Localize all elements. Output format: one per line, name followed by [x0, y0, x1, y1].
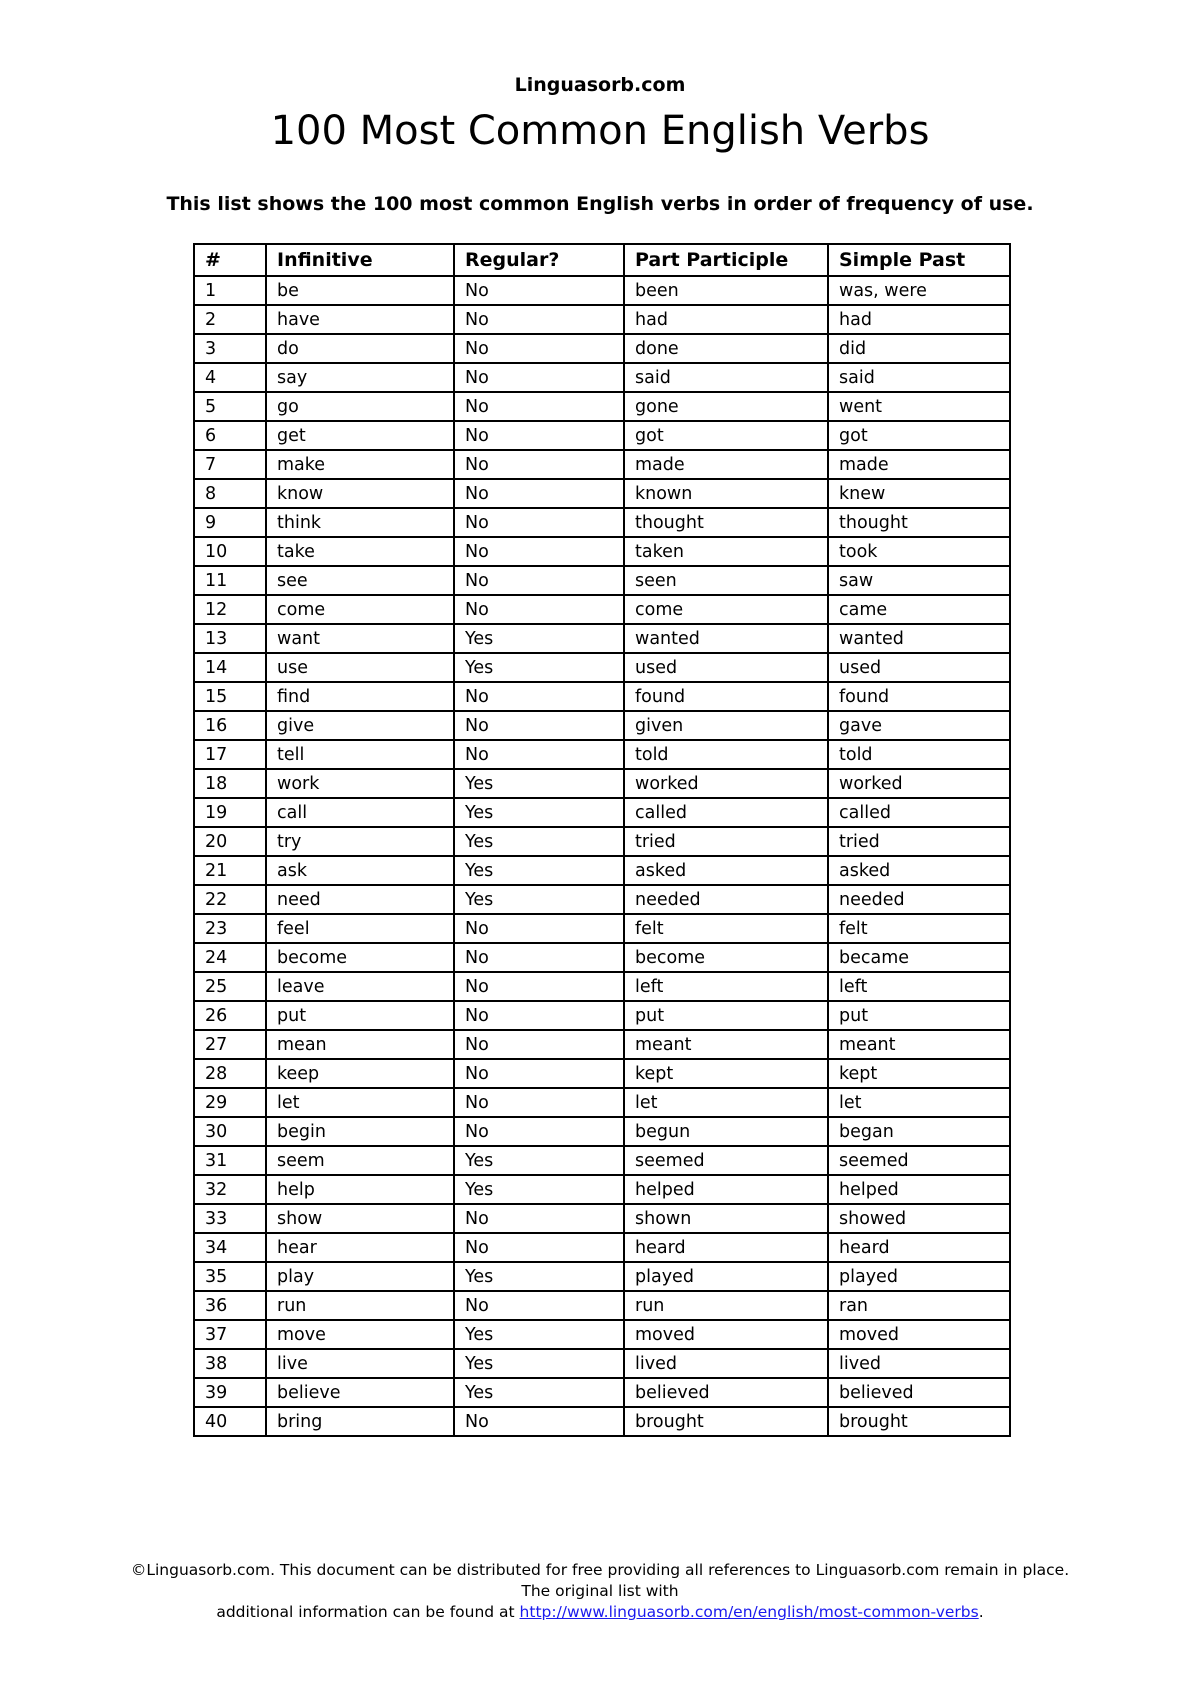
cell-infinitive: run	[266, 1291, 454, 1320]
cell-part-participle: run	[624, 1291, 828, 1320]
cell-regular: Yes	[454, 769, 624, 798]
cell-infinitive: use	[266, 653, 454, 682]
column-header-part-participle: Part Participle	[624, 244, 828, 276]
cell-regular: No	[454, 943, 624, 972]
footer-text-line1: ©Linguasorb.com. This document can be distributed for free providing all references to Linguasorb.com remain in place. The original list with	[130, 1561, 1070, 1600]
table-body	[194, 276, 1010, 1436]
cell-regular: Yes	[454, 798, 624, 827]
cell-infinitive: be	[266, 276, 454, 305]
cell-number: 11	[194, 566, 266, 595]
cell-infinitive: try	[266, 827, 454, 856]
cell-infinitive: mean	[266, 1030, 454, 1059]
cell-simple-past: called	[828, 798, 1010, 827]
cell-regular: No	[454, 392, 624, 421]
page-title: 100 Most Common English Verbs	[270, 108, 930, 154]
cell-simple-past: became	[828, 943, 1010, 972]
cell-part-participle: left	[624, 972, 828, 1001]
cell-number: 15	[194, 682, 266, 711]
cell-simple-past: thought	[828, 508, 1010, 537]
cell-number: 33	[194, 1204, 266, 1233]
cell-number: 24	[194, 943, 266, 972]
cell-regular: Yes	[454, 1349, 624, 1378]
cell-number: 5	[194, 392, 266, 421]
cell-infinitive: help	[266, 1175, 454, 1204]
cell-part-participle: come	[624, 595, 828, 624]
cell-number: 30	[194, 1117, 266, 1146]
table-row	[194, 1204, 1010, 1233]
table-row	[194, 1117, 1010, 1146]
column-header-infinitive: Infinitive	[266, 244, 454, 276]
cell-number: 13	[194, 624, 266, 653]
cell-infinitive: hear	[266, 1233, 454, 1262]
cell-regular: No	[454, 1233, 624, 1262]
cell-regular: No	[454, 566, 624, 595]
cell-infinitive: make	[266, 450, 454, 479]
cell-number: 6	[194, 421, 266, 450]
cell-regular: No	[454, 508, 624, 537]
cell-part-participle: seemed	[624, 1146, 828, 1175]
cell-part-participle: moved	[624, 1320, 828, 1349]
cell-regular: No	[454, 537, 624, 566]
table-row	[194, 1291, 1010, 1320]
cell-simple-past: worked	[828, 769, 1010, 798]
cell-simple-past: lived	[828, 1349, 1010, 1378]
table-row	[194, 1146, 1010, 1175]
cell-regular: No	[454, 334, 624, 363]
cell-part-participle: worked	[624, 769, 828, 798]
cell-infinitive: begin	[266, 1117, 454, 1146]
column-header-regular: Regular?	[454, 244, 624, 276]
table-row	[194, 1407, 1010, 1436]
cell-regular: No	[454, 450, 624, 479]
table-row	[194, 798, 1010, 827]
cell-number: 38	[194, 1349, 266, 1378]
table-row	[194, 885, 1010, 914]
cell-number: 18	[194, 769, 266, 798]
cell-simple-past: told	[828, 740, 1010, 769]
cell-regular: Yes	[454, 1175, 624, 1204]
cell-regular: No	[454, 972, 624, 1001]
cell-regular: No	[454, 363, 624, 392]
cell-simple-past: played	[828, 1262, 1010, 1291]
table-row	[194, 479, 1010, 508]
cell-simple-past: helped	[828, 1175, 1010, 1204]
cell-number: 2	[194, 305, 266, 334]
cell-regular: Yes	[454, 1320, 624, 1349]
cell-part-participle: believed	[624, 1378, 828, 1407]
table-row	[194, 392, 1010, 421]
cell-infinitive: live	[266, 1349, 454, 1378]
cell-simple-past: put	[828, 1001, 1010, 1030]
cell-regular: No	[454, 1117, 624, 1146]
cell-infinitive: tell	[266, 740, 454, 769]
cell-number: 20	[194, 827, 266, 856]
cell-number: 40	[194, 1407, 266, 1436]
cell-simple-past: said	[828, 363, 1010, 392]
cell-simple-past: wanted	[828, 624, 1010, 653]
cell-simple-past: saw	[828, 566, 1010, 595]
table-row	[194, 653, 1010, 682]
cell-infinitive: get	[266, 421, 454, 450]
cell-infinitive: call	[266, 798, 454, 827]
table-row	[194, 450, 1010, 479]
cell-simple-past: had	[828, 305, 1010, 334]
cell-simple-past: did	[828, 334, 1010, 363]
cell-simple-past: used	[828, 653, 1010, 682]
cell-simple-past: came	[828, 595, 1010, 624]
cell-infinitive: bring	[266, 1407, 454, 1436]
table-row	[194, 421, 1010, 450]
cell-simple-past: began	[828, 1117, 1010, 1146]
cell-part-participle: felt	[624, 914, 828, 943]
cell-part-participle: had	[624, 305, 828, 334]
cell-infinitive: believe	[266, 1378, 454, 1407]
cell-regular: No	[454, 1204, 624, 1233]
cell-part-participle: brought	[624, 1407, 828, 1436]
table-row	[194, 595, 1010, 624]
cell-infinitive: feel	[266, 914, 454, 943]
cell-number: 19	[194, 798, 266, 827]
cell-regular: No	[454, 479, 624, 508]
cell-infinitive: go	[266, 392, 454, 421]
site-name: Linguasorb.com	[514, 74, 686, 96]
cell-part-participle: asked	[624, 856, 828, 885]
cell-infinitive: find	[266, 682, 454, 711]
cell-part-participle: needed	[624, 885, 828, 914]
cell-simple-past: was, were	[828, 276, 1010, 305]
cell-regular: Yes	[454, 885, 624, 914]
cell-simple-past: needed	[828, 885, 1010, 914]
cell-infinitive: know	[266, 479, 454, 508]
footer-link-suffix: .	[978, 1603, 984, 1621]
table-row	[194, 914, 1010, 943]
cell-part-participle: played	[624, 1262, 828, 1291]
cell-part-participle: put	[624, 1001, 828, 1030]
cell-part-participle: known	[624, 479, 828, 508]
cell-regular: No	[454, 1291, 624, 1320]
cell-infinitive: keep	[266, 1059, 454, 1088]
cell-infinitive: work	[266, 769, 454, 798]
cell-regular: Yes	[454, 624, 624, 653]
cell-infinitive: do	[266, 334, 454, 363]
table-row	[194, 856, 1010, 885]
cell-regular: No	[454, 1088, 624, 1117]
table-row	[194, 972, 1010, 1001]
cell-regular: No	[454, 682, 624, 711]
cell-part-participle: found	[624, 682, 828, 711]
cell-part-participle: done	[624, 334, 828, 363]
cell-regular: No	[454, 1030, 624, 1059]
table-row	[194, 1320, 1010, 1349]
cell-infinitive: give	[266, 711, 454, 740]
cell-number: 32	[194, 1175, 266, 1204]
cell-part-participle: got	[624, 421, 828, 450]
cell-regular: No	[454, 421, 624, 450]
cell-regular: No	[454, 740, 624, 769]
cell-number: 34	[194, 1233, 266, 1262]
table-row	[194, 305, 1010, 334]
cell-simple-past: tried	[828, 827, 1010, 856]
table-row	[194, 682, 1010, 711]
cell-regular: Yes	[454, 827, 624, 856]
cell-part-participle: been	[624, 276, 828, 305]
verbs-table	[193, 243, 1011, 1437]
cell-infinitive: leave	[266, 972, 454, 1001]
cell-simple-past: knew	[828, 479, 1010, 508]
cell-part-participle: said	[624, 363, 828, 392]
cell-infinitive: think	[266, 508, 454, 537]
table-row	[194, 334, 1010, 363]
cell-number: 7	[194, 450, 266, 479]
cell-part-participle: become	[624, 943, 828, 972]
cell-infinitive: put	[266, 1001, 454, 1030]
cell-simple-past: got	[828, 421, 1010, 450]
cell-infinitive: take	[266, 537, 454, 566]
cell-infinitive: ask	[266, 856, 454, 885]
cell-simple-past: found	[828, 682, 1010, 711]
table-row	[194, 566, 1010, 595]
cell-infinitive: say	[266, 363, 454, 392]
cell-part-participle: lived	[624, 1349, 828, 1378]
cell-part-participle: shown	[624, 1204, 828, 1233]
cell-number: 10	[194, 537, 266, 566]
cell-part-participle: tried	[624, 827, 828, 856]
table-row	[194, 1233, 1010, 1262]
cell-number: 1	[194, 276, 266, 305]
cell-infinitive: have	[266, 305, 454, 334]
cell-regular: No	[454, 1001, 624, 1030]
cell-regular: No	[454, 1059, 624, 1088]
table-row	[194, 1088, 1010, 1117]
table-row	[194, 508, 1010, 537]
cell-simple-past: seemed	[828, 1146, 1010, 1175]
cell-regular: No	[454, 1407, 624, 1436]
table-row	[194, 711, 1010, 740]
cell-regular: No	[454, 305, 624, 334]
cell-part-participle: thought	[624, 508, 828, 537]
table-row	[194, 1001, 1010, 1030]
table-row	[194, 1378, 1010, 1407]
cell-simple-past: felt	[828, 914, 1010, 943]
cell-part-participle: seen	[624, 566, 828, 595]
cell-number: 36	[194, 1291, 266, 1320]
cell-simple-past: went	[828, 392, 1010, 421]
cell-part-participle: gone	[624, 392, 828, 421]
cell-part-participle: wanted	[624, 624, 828, 653]
cell-simple-past: brought	[828, 1407, 1010, 1436]
cell-infinitive: become	[266, 943, 454, 972]
cell-number: 12	[194, 595, 266, 624]
cell-number: 35	[194, 1262, 266, 1291]
cell-number: 29	[194, 1088, 266, 1117]
cell-number: 21	[194, 856, 266, 885]
table-row	[194, 1349, 1010, 1378]
cell-infinitive: show	[266, 1204, 454, 1233]
cell-part-participle: begun	[624, 1117, 828, 1146]
cell-number: 8	[194, 479, 266, 508]
table-row	[194, 1175, 1010, 1204]
cell-number: 22	[194, 885, 266, 914]
cell-simple-past: let	[828, 1088, 1010, 1117]
table-row	[194, 276, 1010, 305]
cell-number: 16	[194, 711, 266, 740]
cell-part-participle: called	[624, 798, 828, 827]
column-header-simple-past: Simple Past	[828, 244, 1010, 276]
cell-part-participle: let	[624, 1088, 828, 1117]
table-row	[194, 740, 1010, 769]
cell-regular: No	[454, 595, 624, 624]
cell-number: 3	[194, 334, 266, 363]
cell-regular: No	[454, 276, 624, 305]
cell-number: 31	[194, 1146, 266, 1175]
cell-regular: No	[454, 914, 624, 943]
cell-part-participle: taken	[624, 537, 828, 566]
cell-regular: No	[454, 711, 624, 740]
cell-part-participle: made	[624, 450, 828, 479]
cell-number: 14	[194, 653, 266, 682]
cell-simple-past: took	[828, 537, 1010, 566]
footer-text-line2: additional information can be found at	[216, 1603, 520, 1621]
source-link[interactable]: http://www.linguasorb.com/en/english/most-common-verbs	[519, 1603, 979, 1621]
cell-number: 4	[194, 363, 266, 392]
cell-infinitive: come	[266, 595, 454, 624]
cell-simple-past: showed	[828, 1204, 1010, 1233]
cell-number: 27	[194, 1030, 266, 1059]
cell-regular: Yes	[454, 1262, 624, 1291]
cell-simple-past: kept	[828, 1059, 1010, 1088]
cell-infinitive: want	[266, 624, 454, 653]
table-row	[194, 537, 1010, 566]
column-header-number: #	[194, 244, 266, 276]
cell-number: 17	[194, 740, 266, 769]
intro-text: This list shows the 100 most common English verbs in order of frequency of use.	[166, 193, 1034, 215]
table-row	[194, 827, 1010, 856]
cell-number: 28	[194, 1059, 266, 1088]
cell-simple-past: asked	[828, 856, 1010, 885]
table-row	[194, 1262, 1010, 1291]
table-row	[194, 363, 1010, 392]
cell-simple-past: ran	[828, 1291, 1010, 1320]
cell-number: 26	[194, 1001, 266, 1030]
cell-infinitive: seem	[266, 1146, 454, 1175]
cell-number: 23	[194, 914, 266, 943]
table-row	[194, 1059, 1010, 1088]
footer-notice	[130, 1560, 1070, 1623]
cell-regular: Yes	[454, 653, 624, 682]
cell-regular: Yes	[454, 856, 624, 885]
cell-regular: Yes	[454, 1378, 624, 1407]
cell-simple-past: believed	[828, 1378, 1010, 1407]
cell-part-participle: meant	[624, 1030, 828, 1059]
cell-infinitive: need	[266, 885, 454, 914]
cell-number: 37	[194, 1320, 266, 1349]
cell-number: 9	[194, 508, 266, 537]
cell-infinitive: see	[266, 566, 454, 595]
cell-simple-past: heard	[828, 1233, 1010, 1262]
table-row	[194, 943, 1010, 972]
cell-simple-past: gave	[828, 711, 1010, 740]
cell-part-participle: told	[624, 740, 828, 769]
cell-simple-past: made	[828, 450, 1010, 479]
table-row	[194, 1030, 1010, 1059]
cell-part-participle: used	[624, 653, 828, 682]
cell-infinitive: play	[266, 1262, 454, 1291]
cell-number: 39	[194, 1378, 266, 1407]
cell-part-participle: heard	[624, 1233, 828, 1262]
cell-simple-past: meant	[828, 1030, 1010, 1059]
cell-part-participle: kept	[624, 1059, 828, 1088]
cell-simple-past: moved	[828, 1320, 1010, 1349]
cell-infinitive: move	[266, 1320, 454, 1349]
table-header-row	[194, 244, 1010, 276]
cell-infinitive: let	[266, 1088, 454, 1117]
cell-simple-past: left	[828, 972, 1010, 1001]
table-row	[194, 769, 1010, 798]
cell-part-participle: helped	[624, 1175, 828, 1204]
cell-regular: Yes	[454, 1146, 624, 1175]
table-row	[194, 624, 1010, 653]
cell-number: 25	[194, 972, 266, 1001]
cell-part-participle: given	[624, 711, 828, 740]
